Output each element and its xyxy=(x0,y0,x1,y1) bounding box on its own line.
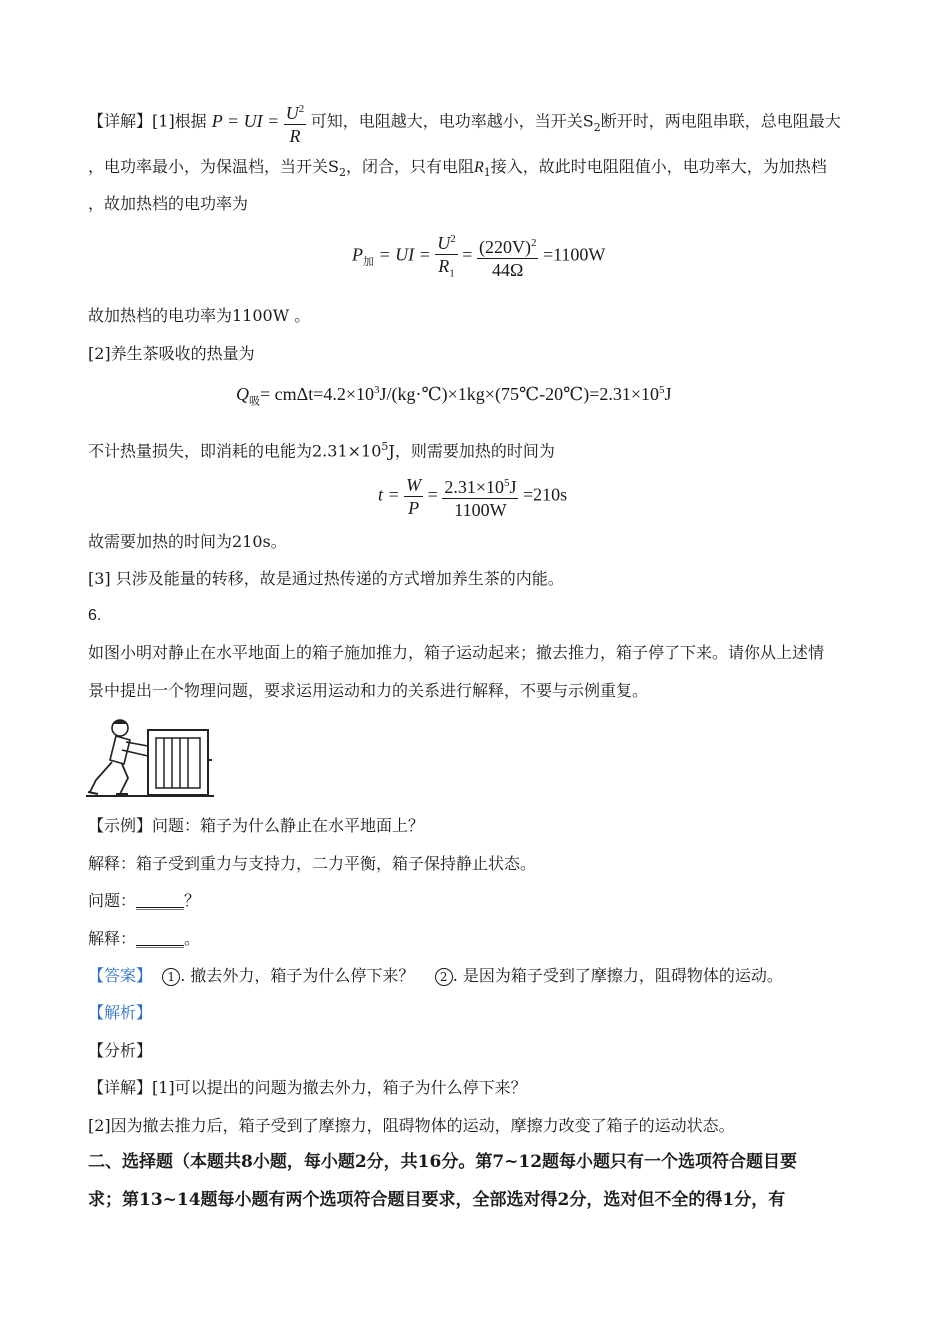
section-2-heading-2: 求；第13~14题每小题有两个选项符合题目要求，全部选对得2分，选对但不全的得1分，有 xyxy=(88,1190,786,1210)
detail-tag: 【详解】 xyxy=(88,111,153,131)
time-result: 故需要加热的时间为210s。 xyxy=(88,532,287,551)
equation-heat: $Q_吸=$ $cm\Delta t=4.2\times 10^3J/(kg\cdot℃)\times 1kg\times(75℃-20℃)=2.31\times 10^5J$ xyxy=(236,384,672,408)
answer-2-marker: 2 xyxy=(435,968,453,986)
detail-1: 【详解】[1]可以提出的问题为撤去外力，箱子为什么停下来？ xyxy=(88,1078,527,1097)
power-formula: P = UI = $\frac{U^2}{R}$ xyxy=(212,111,311,131)
ask-line: 问题：______？ xyxy=(88,891,201,910)
example-answer: 解释：箱子受到重力与支持力，二力平衡，箱子保持静止状态。 xyxy=(88,854,537,873)
equation-time: t = $\frac{W}{P}$ = $\frac{2.31\times 10^5J}{1100W}$ =210s xyxy=(378,472,567,521)
detail-line-2: ，电功率最小，为保温档，当开关$S_2$，闭合，只有电阻$R_1$接入，故此时电阻阻值小，电功率大，为加热档 xyxy=(88,157,827,180)
section-2-heading-1: 二、选择题（本题共8小题，每小题2分，共16分。第7~12题每小题只有一个选项符合题目要 xyxy=(88,1152,798,1172)
energy-line: 不计热量损失，即消耗的电能为$2.31\times 10^5J$，则需要加热的时间为 xyxy=(88,440,555,461)
formula-fraction: $\frac{U^2}{R}$ xyxy=(284,98,307,147)
detail-3: [3] 只涉及能量的转移，故是通过热传递的方式增加养生茶的内能。 xyxy=(88,569,564,588)
question-stem-1: 如图小明对静止在水平地面上的箱子施加推力，箱子运动起来；撤去推力，箱子停了下来。请你从上述情 xyxy=(88,643,825,662)
fenxi-tag: 【分析】 xyxy=(88,1041,153,1060)
heat-absorbed-label: [2]养生茶吸收的热量为 xyxy=(88,344,255,363)
detail-2: [2]因为撤去推力后，箱子受到了摩擦力，阻碍物体的运动，摩擦力改变了箱子的运动状态。 xyxy=(88,1116,735,1135)
boy-pushing-box-illustration xyxy=(86,716,216,800)
explain-line: 解释：______。 xyxy=(88,929,201,948)
answer-line: 【答案】 1 . 撤去外力，箱子为什么停下来？ 2 . 是因为箱子受到了摩擦力，阻碍物体的运动。 xyxy=(88,966,783,985)
answer-1-marker: 1 xyxy=(162,968,180,986)
detail-line-1: 【详解】[1]根据 P = UI = $\frac{U^2}{R}$ 可知，电阻越大，电功率越小，当开关$S_2$断开时，两电阻串联，总电阻最大 xyxy=(88,98,841,147)
ref-label: [1]根据 xyxy=(152,111,207,131)
analysis-tag: 【解析】 xyxy=(88,1003,153,1022)
explain-blank: ______ xyxy=(136,929,185,948)
question-number: 6. xyxy=(88,607,102,624)
heating-power-result: 故加热档的电功率为1100W 。 xyxy=(88,306,311,325)
detail-line-3: ，故加热档的电功率为 xyxy=(88,194,249,213)
answer-tag: 【答案】 xyxy=(88,966,153,985)
question-stem-2: 景中提出一个物理问题，要求运用运动和力的关系进行解释，不要与示例重复。 xyxy=(88,681,649,700)
example-question: 【示例】问题：箱子为什么静止在水平地面上？ xyxy=(88,816,425,835)
ask-blank: ______ xyxy=(136,891,185,910)
equation-heating-power: $P_加$ = UI = $\frac{U^2}{R_1}$ = $\frac{(220V)^2}{44\Omega}$ =1100W xyxy=(352,228,605,285)
